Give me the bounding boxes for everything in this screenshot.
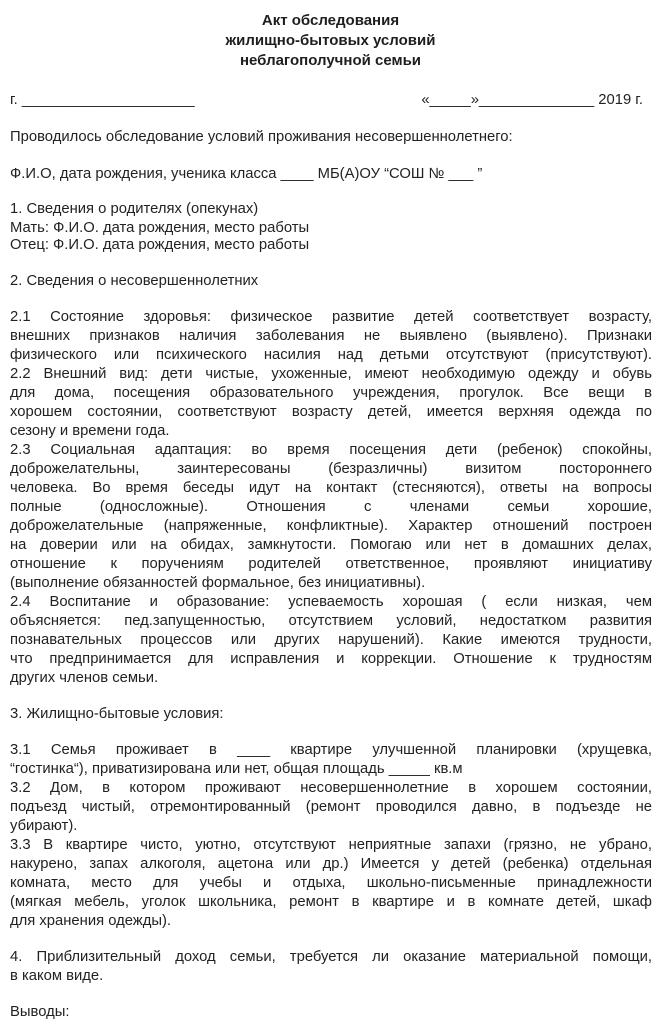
fio-line: Ф.И.О, дата рождения, ученика класса ____ МБ(А)ОУ “СОШ № ___ ” (10, 166, 483, 182)
section2-line: сезону и времени года. (10, 423, 170, 439)
section3-line: “гостинка“), приватизирована или нет, общая площадь _____ кв.м (10, 761, 463, 777)
section2-line: (выполнение обязанностей формальное, без инициативны). (10, 575, 426, 591)
doc-title-line-3: неблагополучной семьи (239, 52, 422, 69)
section2-line: доброжелательны, заинтересованы (безразличны) визитом постороннего (10, 461, 652, 477)
section3-line: убирают). (10, 818, 78, 834)
section3-title: 3. Жилищно-бытовые условия: (10, 706, 224, 722)
section2-line: 2.3 Социальная адаптация: во время посещения дети (ребенок) спокойны, (10, 442, 652, 458)
section4-line: в каком виде. (10, 968, 104, 984)
section3-line: 3.2 Дом, в котором проживают несовершеннолетние в хорошем состоянии, (10, 780, 652, 796)
section3-line: 3.3 В квартире чисто, уютно, отсутствуют неприятные запахи (грязно, не убрано, (10, 837, 652, 853)
section2-line: 2.1 Состояние здоровья: физическое развитие детей соответствует возрасту, (10, 309, 652, 325)
section1-father: Отец: Ф.И.О. дата рождения, место работы (10, 237, 310, 253)
section2-line: человека. Во время беседы идут на контакт (стесняются), ответы на вопросы (10, 480, 652, 496)
doc-title-line-2: жилищно-бытовых условий (225, 32, 436, 49)
section3-line: для хранения одежды). (10, 913, 172, 929)
section2-line: что предпринимается для исправления и коррекции. Отношение к трудностям (10, 651, 652, 667)
section2-line: физического или психического насилия над детьми отсутствуют (присутствуют). (10, 347, 652, 363)
section2-line: познавательных процессов или других нарушений). Какие имеются трудности, (10, 632, 652, 648)
section3-line: 3.1 Семья проживает в ____ квартире улучшенной планировки (хрущевка, (10, 742, 652, 758)
section2-line: других членов семьи. (10, 670, 159, 686)
section2-line: доброжелательные (напряженные, конфликтные). Характер отношений построен (10, 518, 652, 534)
section1-title: 1. Сведения о родителях (опекунах) (10, 201, 259, 217)
section3-line: накурено, запах алкоголя, ацетона или др.) Имеется у детей (ребенка) отдельная (10, 856, 652, 872)
section2-title: 2. Сведения о несовершеннолетних (10, 273, 259, 289)
section2-line: полные (односложные). Отношения с членами семьи хорошие, (10, 499, 652, 515)
section3-line: комната, место для учебы и отдыха, школьно-письменные принадлежности (10, 875, 652, 891)
conclusions-label: Выводы: (10, 1004, 70, 1020)
section2-line: внешних признаков наличия заболевания не выявлено (выявлено). Признаки (10, 328, 652, 344)
section2-line: 2.4 Воспитание и образование: успеваемость хорошая ( если низкая, чем (10, 594, 652, 610)
doc-title-line-1: Акт обследования (261, 12, 400, 29)
section1-mother: Мать: Ф.И.О. дата рождения, место работы (10, 220, 310, 236)
section2-line: на доверии или на обидах, замкнутости. Помогаю или нет в домашних делах, (10, 537, 652, 553)
section2-line: объясняется: пед.запущенностью, отсутствием условий, недостатком развития (10, 613, 652, 629)
city-field: г. _____________________ (10, 92, 195, 108)
intro-text: Проводилось обследование условий проживания несовершеннолетнего: (10, 129, 513, 145)
section3-line: подъезд чистый, отремонтированный (ремонт проводился давно, в подъезде не (10, 799, 652, 815)
section2-line: 2.2 Внешний вид: дети чистые, ухоженные, имеют необходимую одежду и обувь (10, 366, 652, 382)
section2-line: отношение к поручениям родителей ответственное, проявляют инициативу (10, 556, 652, 572)
section2-line: для дома, посещения образовательного учреждения, прогулок. Все вещи в (10, 385, 652, 401)
date-field: «_____»______________ 2019 г. (421, 92, 643, 108)
section3-line: (мягкая мебель, уголок школьника, ремонт в квартире и в комнате детей, шкаф (10, 894, 652, 910)
section2-line: хорошем состоянии, соответствуют возрасту детей, имеется верхняя одежда по (10, 404, 652, 420)
section4-line: 4. Приблизительный доход семьи, требуется ли оказание материальной помощи, (10, 949, 652, 965)
